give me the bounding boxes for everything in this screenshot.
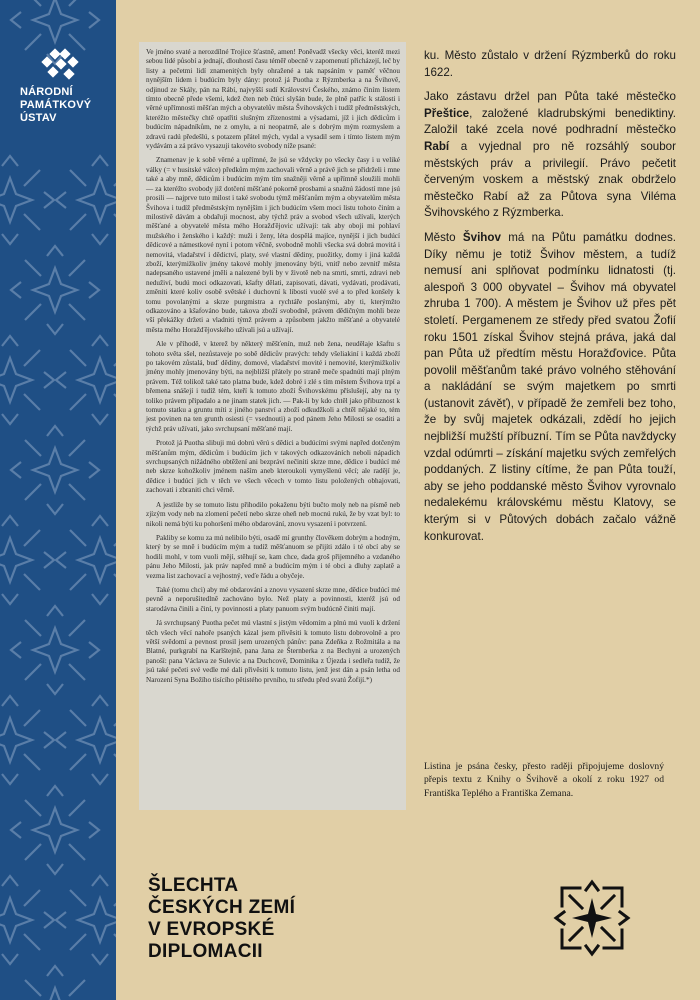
institution-line-3: ÚSTAV (20, 112, 57, 124)
document-paragraph: Já svrchupsaný Puotha pečet mú vlastní s jistým vědomím a plnú mú vuolí k držení těch všech věcí nahoře psaných kázal jsem přivěsiti k tomuto listu dobrovolně a pro větší svědomí a pevnost prosil jsem urozených pánův: pana Zdeňka z Rožmitála a na Blatné, purkgrabí na Karlštejně, pana Jana ze Šternberka z na Bechyni a urozených panoší: pana Václava ze Sulevic a na Duchcově, Dominika z Újezda i sedleřa tudíž, že jsú také pečeti své vedle mé dali přivěsiti k tomuto listu, jenž jest dán a psán letha od Narození Syna Božího tisícího pětistého prvního, tu středu před svatú Žofijí.*) (146, 619, 400, 684)
title-line-4: DIPLOMACII (148, 941, 263, 962)
page-title (148, 875, 428, 963)
title-line-3: V EVROPSKÉ (148, 919, 275, 940)
image-caption: Listina je psána česky, přesto raději připojujeme doslovný přepis textu z Knihy o Švihově a okolí z roku 1927 od Františka Teplého a Františka Zemana. (424, 761, 664, 799)
historical-document-scan (139, 42, 406, 810)
text-run: Město (424, 230, 463, 244)
document-paragraph: Protož já Puotha slibuji mú dobrú věrú s dědici a budúcími svými napřed dotčeným měšťanům mým, dědicům i budúcím jich v takových odkazováních neboli nápadích svrchupsaných nižádného obtěžení ani bezpráví nečiniti skrze mne, dědice i budúcí mé neb skrze kohožkoliv jménem naším aneb kteroukoli vymyšlenú věcí; ale radějí je, dědice i budúcí jich v těch ve všech věcech v tomto listu položených obhajovati, zachovati i zbraniti chci věrně. (146, 439, 400, 495)
article-text (424, 48, 676, 553)
document-paragraph: A jestliže by se tomuto listu přihodilo pokaženu býti bučto moly neb na písmě neb zjízým vody neb na zlomení pečetí nebo skrze oheň neb mocnú rukú, že by vzat byl: to nikoli nemá býti ku pohoršení mého obdarování, znovu vysazení i potvrzení. (146, 500, 400, 528)
document-paragraph: Ve jméno svaté a nerozdílné Trojice šťastně, amen! Poněvadž všecky věci, kteréž mezi sebou lidé působí a jednají, dlouhostí času téměř obecně v zapomenutí přicházejí, leč by listy a pečetmi lidí znamenitých byly ohražené a tak napsáním v paměť věčnou nynějším lidem i budúcím byly dány: protož já Puotha z Rýzmberka a na Švihově, odjinud ze Skály, pán na Rábí, najvyšší sudí Království Českého, známo činím listem tímto obecně přede všemi, kdež čten neb čtúci slyšán bude, že plně patříc k stálosti i věrné upřímnosti měšťan mých a obyvatelův města Švihovských i tudíž předměstských, kteréžto městečky chtě opatřiti slušným zřízenostmi a výsadami, jíž i jich dědicům i budúcím nápadníkům, ne z omylu, a ni neopatrně, ale s dobrým mým rozmyslem a zdravú radú předešlú, s potazem přátel mých, vydal a vysadil sem i tímto listem mým vydávám a zá právo vysazuji takovéto svobody níže psané: (146, 48, 400, 151)
sidebar (0, 0, 116, 1000)
text-run: Jako zástavu držel pan Půta také městečko (424, 90, 676, 104)
place-name: Rabí (424, 139, 450, 153)
text-run: má na Půtu památku dodnes. Díky němu je totiž Švihov městem, a tudíž nemusí ani splňovat podmínku lidnatosti (tj. alespoň 3 000 obyvatel – Švihov má obyvatel zhruba 1 700). A městem je Švihov už přes pět století. Pergamenem ze středy před svatou Žofií roku 1501 získal Švihov stejná práva, jaká dal pan Půta už předtím městu Horažďovice. Půta povolil měšťanům také právo volného stěhování a nakládání se svým majetkem po smrti (ustanovit závěť), v případě že zemřeli bez toho, že by svůj majetek odkázali, zdědí ho jejich nejbližší mužští příbuzní. Tím se Půta navždycky vzdal odúmrti – získání majetku svých zemřelých poddaných. Z listiny cítíme, že pan Půta touží, aby se jeho poddanské město Švihov vyrovnalo nedalekému královskému městu Klatovy, se kterým si v Půtových dobách začalo vážně konkurovat. (424, 230, 677, 543)
institution-line-1: NÁRODNÍ (20, 86, 73, 98)
article-paragraph-3 (424, 230, 676, 545)
document-paragraph: Ale v příhodě, v kterež by některý měšťenín, muž neb žena, neudělaje kšaftu s tohoto světa sšel, nezůstaveje po sobě dědicův pravých: tehdy všeliakiní i každá zboží po takovém zůstalá, buď dědiny, domové, vladařství movité i nemovité, kterýmižkoliv jmény mohly jmenovány býti, na nejbližší přátely po straně meče spadnúti mají plným právem. Též tolikož také tato platna bude, kdež dobré i zlé s tím městem Švihova trpí a břemena snášejí i tudíž tém, kteří k tomuto zboží Švihovskému příslušejí, aby na ty toliko právem připadalo a ne jinam statek jich. — Pak-li by kdo chtěl jako přibuznost k tomuto statku a gruntu míti z jiného panství a zboží odkudžkoli a chtěl nějaké to, tém jest povinen na ten grunth osiesti (= vsednouti) a pod pánem Jeho Milosti se osaditi a týchž práv užívati, jako svrchupsaní měšťané mají. (146, 340, 400, 433)
institution-name (20, 86, 112, 125)
compass-pattern (0, 0, 116, 1000)
place-name: Švihov (462, 230, 501, 244)
compass-emblem-icon (552, 878, 632, 958)
document-paragraph: Pakliby se komu za mú nelibilo býti, osadě mí grunthy člověkem dobrým a hodným, který by se mně i budúcím mým a tudíž měšťanuom se přijíti zdálo i té obcí aby se hodili mohl, v tom vuoli mějí, stěhují se, kam chce, dada groš přijemného a vzdaného pánu Jeho Milosti, jak práv napřed mně a budúcím mým i té obci a dluhy zaplatě a vezma list zachovací a vejhostný, veďe řádu a obyčeje. (146, 533, 400, 580)
place-name: Přeštice (424, 106, 470, 120)
article-paragraph-2 (424, 89, 676, 222)
text-run: a vyjednal pro ně rozsáhlý soubor městských práv a privilegií. Právo pečetit červeným voskem a městský znak obdrželo městečko Rabí až za Půtova syna Viléma Švihovského z Rýzmberka. (424, 139, 676, 220)
institution-line-2: PAMÁTKOVÝ (20, 99, 92, 111)
document-paragraph: Znamenav je k sobě věrné a upřímné, že jsú se vždycky po všecky časy i u veliké války (= v husitské válce) předkům mým zachovali věrně a právě jich se přidrželi i mne také a aby mně, dědicům i budúcím mým tím snažněji věrně a upřímně sloužili mohli — za kteréžto svobody již dotčení měšťané pokorně prosbami a snažnú žádostí mne jsú prosili — najprve tuto milost i také svobodu týmž měšťanům mým a obyvatelům města Švihova i tudíž předměstským nynějším i jich budúcím všem moci listu tohoto činím a milostivě dávám a obdařuji mocnost, aby týchž práv a svobod všech užívali, kterých měšťané a obyvatelé města mého Horažďějovic užívají: tak aby oboji mi pohlaví mužského i ženského i každý: muži i ženy, léta dospělá majíce, nynější i jich budúcí dědicové a námestkové nyní i potom věčně, svobodně mohli všecka svá dobrá movitá i nemovitá, vladařství i dědictví, platy, své vlastní dědiny, puožitky, domy i jiná každá zboží, kterýmižkoliv jmény takové mohly jmenovány býti, vnitř nebo zevnitř města nadepsaného ustavené jměli a nalezené byli by v životě neb na smrti, smrti, zdravi neb neduživí, budú moci odkazovati, kšafty dělati, zapisovati, dávati, vydávati, prodávati, změniti které koliv osobě světské i duchovní k libosti vuolé své a to před konšely k tomu povolanými a skrze purgmistra a rychtáře poslanými, aby ti, kterýmžto odkazováno a kšafováno bude, takova zboží svobodně, právem dědičným mohli beze vší překážky držeti a vladniti týmž právem a způsobem jakžto měšťané a obyvatelé města mého Horažďějovského užívali jsú a užívají. (146, 156, 400, 334)
article-paragraph-1: ku. Město zůstalo v držení Rýzmberků do roku 1622. (424, 49, 676, 79)
text-run: , založené kladrubskými benediktiny. Založil také zcela nové podhradní městečko (424, 106, 676, 137)
title-line-2: ČESKÝCH ZEMÍ (148, 897, 296, 918)
npu-logo-icon (22, 48, 102, 84)
document-paragraph: Také (tomu chci) aby mé obdarování a znovu vysazení skrze mne, dědice budúcí mé pevně a neporušitedlně zachováno bylo. Než platy a povinnosti, kteréž jsú od starodávna činili a činí, ty povinnosti a platy panuom svým budúcně činiti mají. (146, 585, 400, 613)
title-line-1: ŠLECHTA (148, 875, 239, 896)
historical-document-text (146, 48, 400, 690)
